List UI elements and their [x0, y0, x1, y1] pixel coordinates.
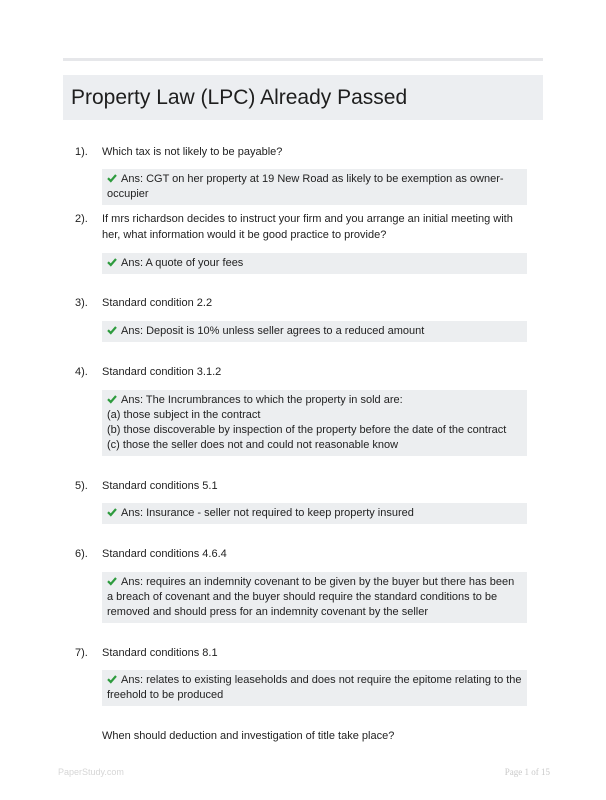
answer-text: Ans: CGT on her property at 19 New Road as likely to be exemption as owner-occupier	[107, 173, 504, 200]
question-text: Standard condition 3.1.2	[102, 366, 222, 378]
answer-box	[102, 253, 527, 274]
check-icon	[107, 394, 117, 404]
answer-line: (b) those discoverable by inspection of the property before the date of the contract	[107, 424, 507, 436]
question-number: 7).	[75, 647, 88, 659]
top-divider	[63, 58, 543, 61]
question-text: When should deduction and investigation of title take place?	[102, 730, 395, 742]
check-icon	[107, 576, 117, 586]
page-title: Property Law (LPC) Already Passed	[71, 86, 408, 109]
question-text: Standard condition 2.2	[102, 297, 213, 309]
answer-box	[102, 670, 527, 706]
answer-line: (a) those subject in the contract	[107, 409, 261, 421]
check-icon	[107, 257, 117, 267]
answer-text: Ans: Deposit is 10% unless seller agrees to a reduced amount	[121, 325, 425, 337]
question-text: Standard conditions 5.1	[102, 480, 218, 492]
answer-text: Ans: The Incrumbrances to which the property in sold are:	[121, 394, 403, 406]
answer-text: Ans: relates to existing leaseholds and does not require the epitome relating to the freehold to be produced	[107, 674, 522, 701]
check-icon	[107, 507, 117, 517]
question-text: Which tax is not likely to be payable?	[102, 146, 283, 158]
question-number: 3).	[75, 297, 88, 309]
check-icon	[107, 325, 117, 335]
answer-text: Ans: Insurance - seller not required to keep property insured	[121, 507, 414, 519]
question-number: 6).	[75, 548, 88, 560]
question-number: 1).	[75, 146, 88, 158]
answer-box	[102, 169, 527, 205]
answer-text: Ans: requires an indemnity covenant to be given by the buyer but there has been a breach of covenant and the buyer should require the standard conditions to be removed and should press for an indemnity covenant by the seller	[107, 576, 515, 618]
answer-line	[107, 393, 522, 408]
footer-page-number: Page 1 of 15	[504, 767, 550, 777]
check-icon	[107, 173, 117, 183]
title-banner	[63, 75, 543, 120]
question-number: 4).	[75, 366, 88, 378]
question-number: 2).	[75, 213, 88, 225]
answer-box	[102, 321, 527, 342]
question-text: Standard conditions 4.6.4	[102, 548, 227, 560]
answer-box	[102, 503, 527, 524]
check-icon	[107, 674, 117, 684]
footer-site: PaperStudy.com	[58, 767, 124, 777]
question-number: 5).	[75, 480, 88, 492]
answer-box	[102, 390, 527, 456]
question-text: If mrs richardson decides to instruct your firm and you arrange an initial meeting with her, what information would it be good practice to provide?	[102, 213, 513, 241]
answer-box	[102, 572, 527, 623]
question-text: Standard conditions 8.1	[102, 647, 218, 659]
answer-text: Ans: A quote of your fees	[121, 257, 244, 269]
answer-line: (c) those the seller does not and could not reasonable know	[107, 439, 399, 451]
